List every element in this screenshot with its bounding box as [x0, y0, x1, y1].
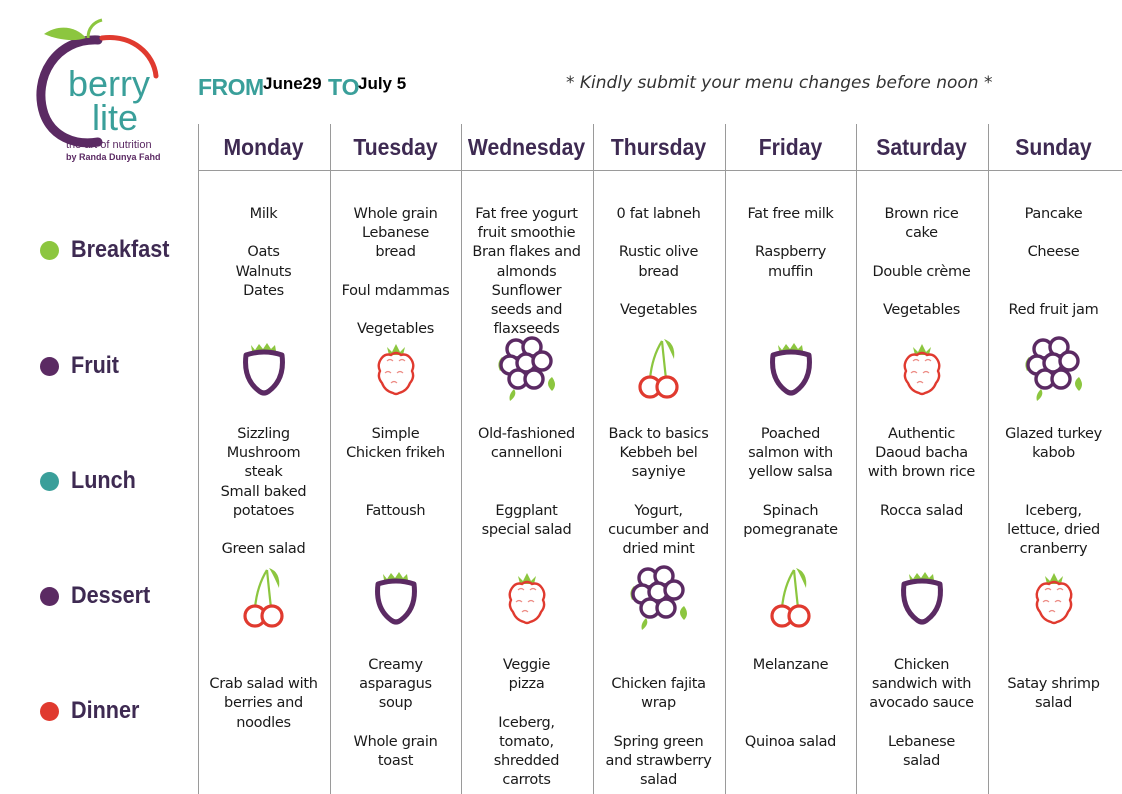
logo-tagline: the art of nutrition	[66, 139, 152, 151]
meal-dot-icon	[40, 357, 59, 376]
menu-item-line: Rustic olive	[618, 244, 699, 261]
menu-item-line: special salad	[481, 521, 572, 538]
meal-dot-icon	[40, 702, 59, 721]
menu-item-line: Poached	[760, 426, 821, 442]
menu-item-line: Iceberg,	[1025, 502, 1082, 519]
menu-item-line: Veggie	[502, 657, 551, 673]
blueberries-icon	[1019, 333, 1089, 403]
menu-item-line: bread	[375, 244, 416, 261]
menu-item-line: Fattoush	[365, 502, 426, 519]
dinner-cell-wednesday	[461, 656, 592, 790]
menu-item-line	[593, 656, 724, 675]
menu-item-line: Fat free milk	[747, 206, 834, 222]
menu-item-line: Sunflower	[491, 282, 562, 299]
menu-item-line: Vegetables	[619, 301, 698, 318]
menu-item-line: Double crème	[872, 263, 971, 280]
menu-change-note: * Kindly submit your menu changes before noon *	[566, 73, 993, 93]
meal-label-text: Breakfast	[71, 236, 170, 263]
menu-item-line	[988, 224, 1119, 243]
menu-item-line: fruit smoothie	[477, 225, 576, 242]
menu-item-line: berries and	[224, 695, 303, 712]
day-header-tuesday: Tuesday	[353, 134, 438, 160]
meal-label-breakfast	[40, 236, 180, 264]
menu-item-line: Oats	[247, 244, 280, 261]
menu-item-line: Creamy	[368, 657, 423, 673]
menu-item-line: Kebbeh bel	[619, 445, 698, 462]
dinner-cell-friday	[725, 656, 856, 752]
menu-item-line	[461, 463, 592, 482]
menu-item-line: Mushroom	[226, 445, 301, 462]
menu-item-line	[725, 224, 856, 243]
menu-item-line: Green salad	[221, 541, 306, 558]
meal-label-text: Fruit	[71, 352, 119, 379]
menu-item-line: asparagus	[359, 676, 432, 693]
breakfast-cell-saturday	[856, 205, 987, 320]
breakfast-cell-sunday	[988, 205, 1119, 320]
menu-item-line: Vegetables	[356, 321, 435, 338]
menu-item-line: Whole grain	[353, 206, 438, 222]
from-label: FROM	[198, 74, 264, 100]
menu-item-line: cranberry	[1019, 541, 1088, 558]
dinner-cell-saturday	[856, 656, 987, 771]
menu-item-line: avocado sauce	[869, 695, 974, 712]
day-header-thursday: Thursday	[610, 134, 707, 160]
menu-item-line: Old-fashioned	[478, 426, 575, 442]
menu-item-line: salmon with	[748, 445, 833, 462]
menu-item-line	[725, 483, 856, 502]
menu-item-line: Spinach	[762, 502, 819, 519]
menu-item-line	[198, 656, 329, 675]
menu-item-line: Spring green	[613, 733, 704, 750]
day-header-wednesday: Wednesday	[467, 134, 586, 160]
menu-item-line: Fat free yogurt	[475, 206, 578, 222]
menu-item-line: sayniye	[631, 464, 686, 481]
menu-item-line: cake	[905, 225, 938, 242]
menu-item-line	[461, 694, 592, 713]
cherries-icon	[229, 562, 299, 632]
menu-item-line: salad	[1034, 695, 1073, 712]
menu-item-line: Pancake	[1024, 206, 1083, 222]
menu-item-line: toast	[377, 753, 414, 769]
menu-item-line: Sizzling	[237, 426, 290, 442]
dinner-cell-tuesday	[330, 656, 461, 771]
menu-item-line: flaxseeds	[493, 321, 560, 338]
day-header-saturday: Saturday	[876, 134, 967, 160]
menu-item-line: Yogurt,	[634, 502, 683, 519]
menu-item-line	[856, 714, 987, 733]
lunch-cell-sunday	[988, 425, 1119, 559]
menu-item-line: Vegetables	[882, 301, 961, 318]
breakfast-cell-wednesday	[461, 205, 592, 339]
menu-item-line: Melanzane	[752, 657, 829, 673]
menu-item-line	[330, 483, 461, 502]
menu-item-line: salad	[902, 753, 941, 769]
menu-item-line: dried mint	[622, 541, 695, 558]
menu-item-line: pizza	[508, 676, 545, 693]
menu-item-line: Satay shrimp	[1007, 676, 1100, 693]
dinner-cell-thursday	[593, 656, 724, 790]
menu-item-line: shredded	[493, 753, 560, 769]
menu-item-line	[330, 263, 461, 282]
menu-item-line: Chicken fajita	[611, 676, 706, 693]
menu-item-line	[988, 483, 1119, 502]
menu-item-line: yellow salsa	[748, 464, 833, 481]
day-header-monday: Monday	[223, 134, 304, 160]
menu-item-line: Red fruit jam	[1008, 301, 1099, 318]
breakfast-cell-thursday	[593, 205, 724, 320]
menu-item-line	[198, 224, 329, 243]
dinner-cell-sunday	[988, 656, 1119, 714]
menu-item-line	[856, 483, 987, 502]
menu-item-line: Eggplant	[495, 502, 558, 519]
menu-item-line: soup	[378, 695, 413, 712]
menu-item-line: and strawberry	[605, 752, 712, 769]
menu-item-line: Rocca salad	[880, 502, 963, 519]
menu-item-line	[988, 263, 1119, 282]
meal-label-text: Dinner	[71, 697, 140, 724]
menu-item-line: Brown rice	[884, 206, 959, 222]
menu-item-line	[988, 463, 1119, 482]
menu-item-line	[461, 483, 592, 502]
raspberry-icon	[361, 333, 431, 403]
menu-item-line: muffin	[768, 263, 813, 280]
menu-item-line: steak	[244, 464, 283, 481]
meal-dot-icon	[40, 472, 59, 491]
menu-item-line: Crab salad with	[209, 676, 318, 693]
raspberry-icon	[1019, 562, 1089, 632]
plum-icon	[361, 562, 431, 632]
raspberry-icon	[887, 333, 957, 403]
menu-item-line: Small baked	[220, 483, 307, 500]
lunch-cell-monday	[198, 425, 329, 559]
to-date: July 5	[358, 74, 407, 93]
lunch-cell-tuesday	[330, 425, 461, 521]
menu-item-line	[593, 714, 724, 733]
menu-item-line: Simple	[371, 426, 420, 442]
breakfast-cell-tuesday	[330, 205, 461, 339]
menu-item-line: bread	[638, 263, 679, 280]
logo-word-berry: berry	[68, 63, 151, 104]
menu-item-line: cannelloni	[490, 445, 563, 462]
lunch-cell-wednesday	[461, 425, 592, 540]
menu-item-line: Milk	[249, 206, 278, 222]
menu-item-line	[330, 714, 461, 733]
menu-item-line: salad	[639, 772, 678, 789]
menu-item-line: Chicken	[893, 657, 950, 673]
menu-item-line: Authentic	[887, 426, 956, 442]
meal-label-dessert	[40, 582, 159, 610]
menu-item-line	[593, 224, 724, 243]
breakfast-cell-monday	[198, 205, 329, 301]
menu-item-line	[593, 282, 724, 301]
menu-item-line: Back to basics	[608, 426, 709, 442]
menu-item-line: sandwich with	[871, 676, 972, 693]
blueberries-icon	[624, 562, 694, 632]
menu-item-line: 0 fat labneh	[616, 206, 701, 222]
menu-item-line	[330, 301, 461, 320]
plum-icon	[756, 333, 826, 403]
menu-item-line: potatoes	[232, 502, 295, 519]
menu-item-line: Quinoa salad	[744, 733, 837, 750]
menu-item-line: Bran flakes and	[472, 244, 581, 261]
menu-item-line	[988, 656, 1119, 675]
menu-item-line	[988, 282, 1119, 301]
menu-item-line	[856, 243, 987, 262]
menu-item-line	[856, 282, 987, 301]
logo-word-lite: lite	[92, 97, 139, 138]
meal-label-dinner	[40, 697, 147, 725]
menu-item-line: lettuce, dried	[1007, 521, 1100, 538]
meal-dot-icon	[40, 241, 59, 260]
menu-item-line: cucumber and	[608, 522, 709, 538]
menu-item-line: Dates	[243, 282, 284, 299]
meal-label-text: Lunch	[71, 467, 136, 494]
menu-item-line: Whole grain	[353, 733, 438, 750]
menu-item-line: kabob	[1032, 445, 1075, 462]
plum-icon	[229, 333, 299, 403]
to-label: TO	[328, 74, 360, 100]
menu-item-line: Cheese	[1027, 244, 1080, 261]
menu-item-line: almonds	[496, 263, 557, 280]
menu-item-line	[725, 675, 856, 694]
lunch-cell-saturday	[856, 425, 987, 521]
menu-item-line: wrap	[641, 695, 676, 712]
menu-item-line: noodles	[236, 714, 291, 731]
day-header-sunday: Sunday	[1015, 134, 1092, 160]
logo-byline: by Randa Dunya Fahd	[66, 152, 161, 162]
menu-item-line: Chicken frikeh	[346, 445, 445, 462]
menu-item-line: carrots	[502, 772, 551, 789]
meal-label-fruit	[40, 352, 124, 380]
menu-item-line	[725, 694, 856, 713]
menu-item-line: with brown rice	[867, 464, 976, 481]
menu-item-line: Lebanese	[887, 733, 956, 750]
menu-item-line: Glazed turkey	[1005, 426, 1102, 442]
meal-dot-icon	[40, 587, 59, 606]
header-divider	[198, 170, 1122, 171]
raspberry-icon	[492, 562, 562, 632]
menu-item-line: Walnuts	[235, 263, 292, 280]
menu-item-line: Foul mdammas	[341, 282, 450, 299]
dinner-cell-monday	[198, 656, 329, 733]
blueberries-icon	[492, 333, 562, 403]
menu-item-line	[198, 521, 329, 540]
menu-item-line: Lebanese	[361, 225, 430, 242]
meal-label-text: Dessert	[71, 582, 151, 609]
menu-item-line: Iceberg,	[498, 714, 555, 731]
breakfast-cell-friday	[725, 205, 856, 282]
menu-item-line: Raspberry	[754, 244, 827, 261]
cherries-icon	[624, 333, 694, 403]
lunch-cell-friday	[725, 425, 856, 540]
day-header-friday: Friday	[758, 134, 823, 160]
menu-item-line	[593, 483, 724, 502]
menu-item-line: tomato,	[499, 733, 554, 750]
lunch-cell-thursday	[593, 425, 724, 559]
menu-item-line: Daoud bacha	[875, 445, 968, 462]
menu-item-line	[725, 714, 856, 733]
menu-item-line	[330, 463, 461, 482]
menu-item-line: pomegranate	[743, 522, 838, 538]
cherries-icon	[756, 562, 826, 632]
meal-label-lunch	[40, 467, 143, 495]
menu-item-line: seeds and	[490, 302, 563, 319]
plum-icon	[887, 562, 957, 632]
from-date: June29	[263, 74, 322, 93]
